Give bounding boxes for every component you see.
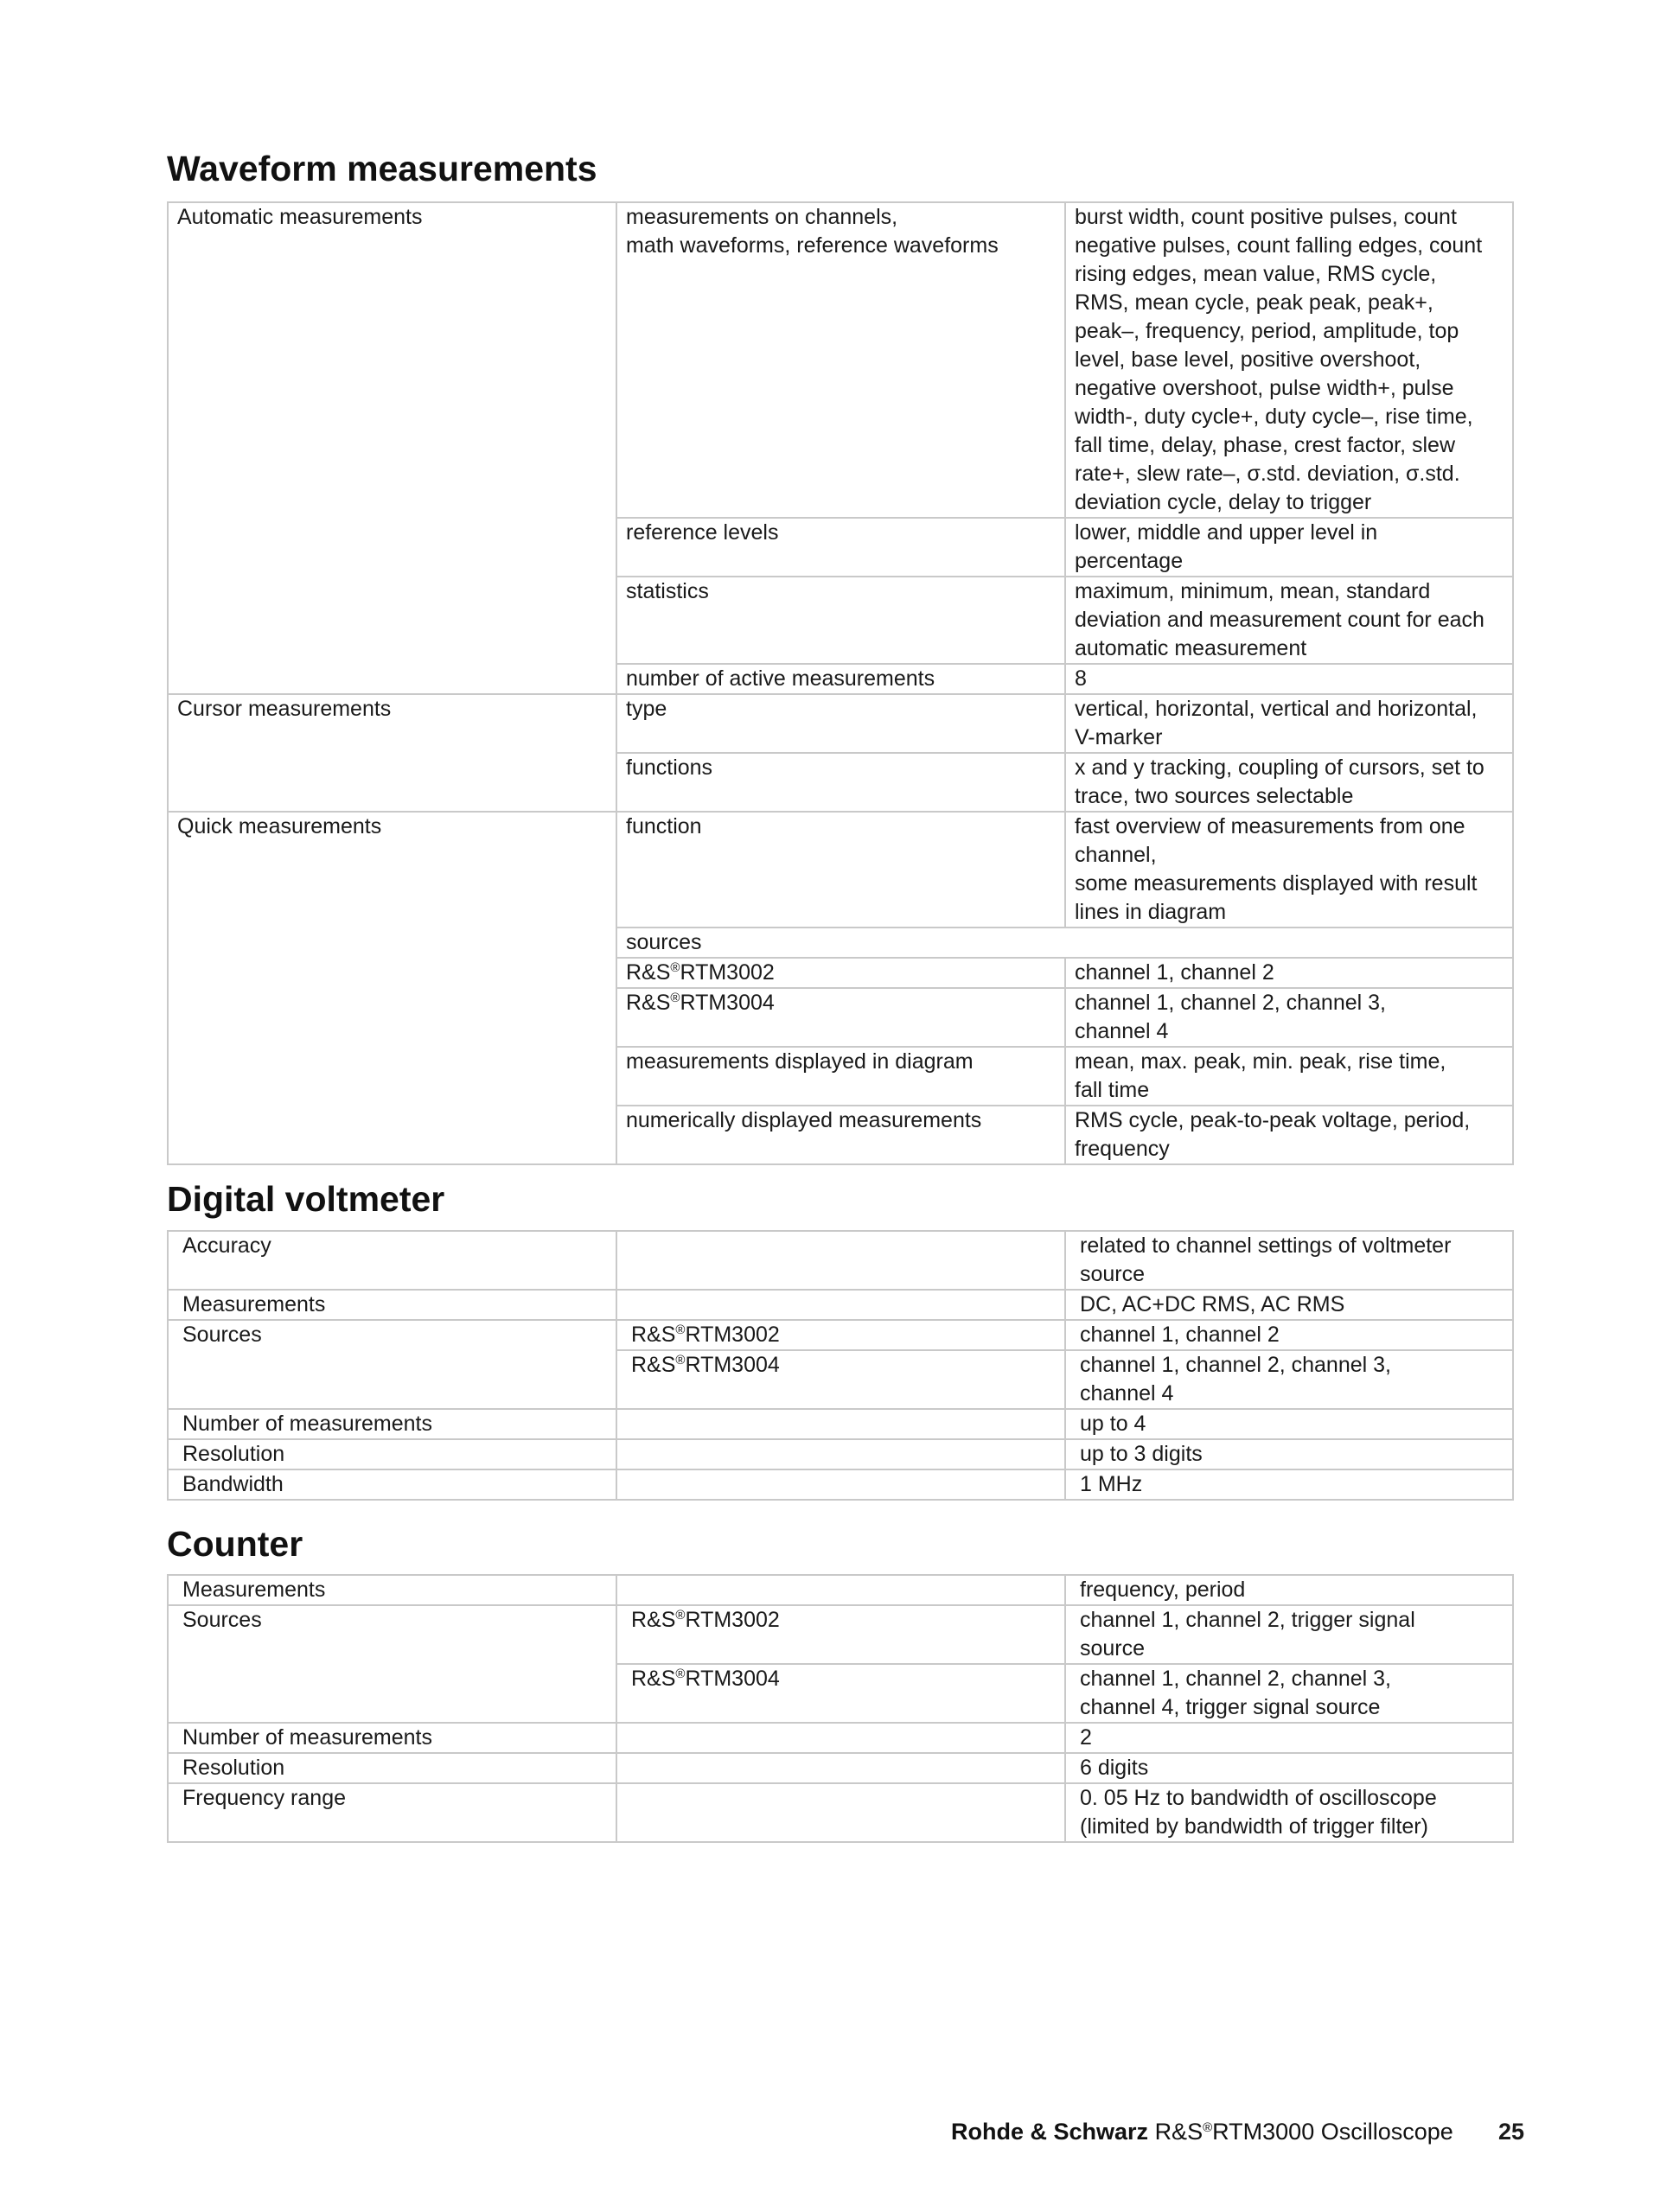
empty-cell	[616, 1723, 1065, 1753]
table-row	[168, 1439, 1513, 1469]
table-row	[168, 1575, 1513, 1605]
table-row	[168, 1231, 1513, 1290]
table-row	[168, 1320, 1513, 1350]
empty-cell	[616, 1783, 1065, 1842]
active-measurements-label: number of active measurements	[616, 664, 1065, 694]
quick-function-label: function	[616, 812, 1065, 928]
table-row	[168, 694, 1513, 753]
diagram-measurements-label: measurements displayed in diagram	[616, 1047, 1065, 1106]
section-title-counter: Counter	[167, 1524, 303, 1564]
empty-cell	[616, 1290, 1065, 1320]
table-row	[168, 1723, 1513, 1753]
table-row	[168, 1753, 1513, 1783]
numeric-measurements-value: RMS cycle, peak-to-peak voltage, period, frequency	[1065, 1106, 1513, 1164]
measurements-label: Measurements	[168, 1290, 616, 1320]
table-row	[168, 1469, 1513, 1500]
empty-cell	[616, 1575, 1065, 1605]
quick-rtm3004-value: channel 1, channel 2, channel 3, channel 4	[1065, 988, 1513, 1047]
quick-rtm3002-value: channel 1, channel 2	[1065, 958, 1513, 988]
statistics-label: statistics	[616, 577, 1065, 664]
cursor-type-value: vertical, horizontal, vertical and horizontal, V-marker	[1065, 694, 1513, 753]
empty-cell	[616, 1469, 1065, 1500]
cursor-functions-label: functions	[616, 753, 1065, 812]
sources-rtm3004-value: channel 1, channel 2, channel 3, channel 4	[1065, 1350, 1513, 1409]
measurements-value: frequency, period	[1065, 1575, 1513, 1605]
number-of-measurements-label: Number of measurements	[168, 1409, 616, 1439]
empty-cell	[616, 1753, 1065, 1783]
number-of-measurements-value: up to 4	[1065, 1409, 1513, 1439]
bandwidth-label: Bandwidth	[168, 1469, 616, 1500]
quick-function-value: fast overview of measurements from one channel, some measurements displayed with result lines in diagram	[1065, 812, 1513, 928]
cursor-functions-value: x and y tracking, coupling of cursors, set to trace, two sources selectable	[1065, 753, 1513, 812]
section-title-waveform: Waveform measurements	[167, 149, 597, 188]
resolution-label: Resolution	[168, 1439, 616, 1469]
model-rtm3002-label: R&S®RTM3002	[616, 958, 1065, 988]
waveform-measurements-table	[167, 201, 1514, 1165]
auto-sources-cell: measurements on channels, math waveforms, reference waveforms	[616, 202, 1065, 518]
model-rtm3004-label: R&S®RTM3004	[616, 1350, 1065, 1409]
reference-levels-label: reference levels	[616, 518, 1065, 577]
measurements-value: DC, AC+DC RMS, AC RMS	[1065, 1290, 1513, 1320]
resolution-label: Resolution	[168, 1753, 616, 1783]
number-of-measurements-value: 2	[1065, 1723, 1513, 1753]
empty-cell	[616, 1409, 1065, 1439]
cursor-type-label: type	[616, 694, 1065, 753]
table-row	[168, 1290, 1513, 1320]
model-rtm3004-label: R&S®RTM3004	[616, 988, 1065, 1047]
quick-sources-label: sources	[616, 928, 1513, 958]
automatic-measurements-label: Automatic measurements	[168, 202, 616, 694]
numeric-measurements-label: numerically displayed measurements	[616, 1106, 1065, 1164]
cursor-measurements-label: Cursor measurements	[168, 694, 616, 812]
table-row	[168, 812, 1513, 928]
model-rtm3004-label: R&S®RTM3004	[616, 1664, 1065, 1723]
page-number: 25	[1498, 2119, 1525, 2145]
counter-table	[167, 1574, 1514, 1843]
page-footer	[951, 2119, 1453, 2145]
diagram-measurements-value: mean, max. peak, min. peak, rise time, fall time	[1065, 1047, 1513, 1106]
sources-label: Sources	[168, 1320, 616, 1409]
bandwidth-value: 1 MHz	[1065, 1469, 1513, 1500]
section-title-voltmeter: Digital voltmeter	[167, 1179, 445, 1219]
sources-rtm3004-value: channel 1, channel 2, channel 3, channel 4, trigger signal source	[1065, 1664, 1513, 1723]
quick-measurements-label: Quick measurements	[168, 812, 616, 1164]
number-of-measurements-label: Number of measurements	[168, 1723, 616, 1753]
measurements-label: Measurements	[168, 1575, 616, 1605]
table-row	[168, 202, 1513, 518]
model-rtm3002-label: R&S®RTM3002	[616, 1605, 1065, 1664]
table-row	[168, 1605, 1513, 1664]
accuracy-value: related to channel settings of voltmeter source	[1065, 1231, 1513, 1290]
frequency-range-value: 0. 05 Hz to bandwidth of oscilloscope (limited by bandwidth of trigger filter)	[1065, 1783, 1513, 1842]
model-rtm3002-label: R&S®RTM3002	[616, 1320, 1065, 1350]
footer-company: Rohde & Schwarz	[951, 2119, 1149, 2145]
digital-voltmeter-table	[167, 1230, 1514, 1501]
sources-label: Sources	[168, 1605, 616, 1723]
resolution-value: 6 digits	[1065, 1753, 1513, 1783]
active-measurements-value: 8	[1065, 664, 1513, 694]
auto-functions-cell: burst width, count positive pulses, count negative pulses, count falling edges, count rising edges, mean value, RMS cycle, RMS, mean cycle, peak peak, peak+, peak–, frequency, period, amplitude, top level, base level, positive overshoot, negative overshoot, pulse width+, pulse width-, duty cycle+, duty cycle–, rise time, fall time, delay, phase, crest factor, slew rate+, slew rate–, σ.std. deviation, σ.std. deviation cycle, delay to trigger	[1065, 202, 1513, 518]
empty-cell	[616, 1231, 1065, 1290]
sources-rtm3002-value: channel 1, channel 2, trigger signal source	[1065, 1605, 1513, 1664]
sources-rtm3002-value: channel 1, channel 2	[1065, 1320, 1513, 1350]
table-row	[168, 1783, 1513, 1842]
footer-product: R&S®RTM3000 Oscilloscope	[1154, 2119, 1453, 2145]
resolution-value: up to 3 digits	[1065, 1439, 1513, 1469]
frequency-range-label: Frequency range	[168, 1783, 616, 1842]
reference-levels-value: lower, middle and upper level in percentage	[1065, 518, 1513, 577]
accuracy-label: Accuracy	[168, 1231, 616, 1290]
table-row	[168, 1409, 1513, 1439]
statistics-value: maximum, minimum, mean, standard deviation and measurement count for each automatic measurement	[1065, 577, 1513, 664]
empty-cell	[616, 1439, 1065, 1469]
